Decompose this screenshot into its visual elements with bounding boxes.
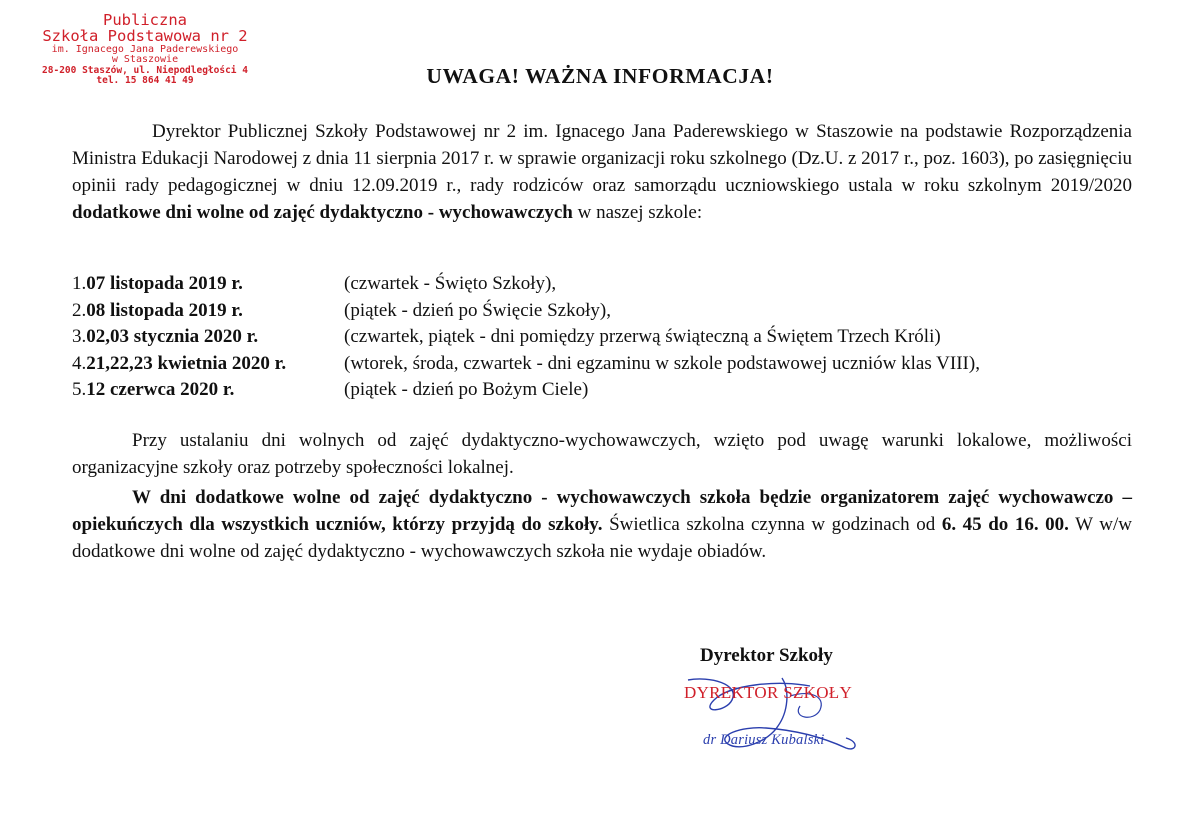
stamp-line: 28-200 Staszów, ul. Niepodległości 4 [42,64,248,76]
item-date: 21,22,23 kwietnia 2020 r. [86,352,287,374]
stamp-line: im. Ignacego Jana Paderewskiego [51,43,239,55]
care-text-2: W w/w dodatkowe dni wolne od zajęć dydaktyczno - wychowawczych szkoła nie wydaje obiadów. [72,514,1133,562]
director-name: dr Dariusz Kubalski [703,732,825,748]
list-item [72,271,980,298]
item-date: 07 listopada 2019 r. [86,273,243,294]
item-number: 3. [72,326,87,347]
item-description: (wtorek, środa, czwartek - dni egzaminu w szkole podstawowej uczniów klas VIII), [344,352,980,374]
care-hours: 6. 45 do 16. 00. [941,514,1069,535]
item-description: (piątek - dzień po Święcie Szkoły), [344,299,611,321]
intro-tail-text: w naszej szkole: [577,202,703,223]
page-title: UWAGA! WAŻNA INFORMACJA! [426,64,774,88]
stamp-line: tel. 15 864 41 49 [96,74,194,86]
item-number: 4. [72,352,87,374]
intro-text: Dyrektor Publicznej Szkoły Podstawowej nr 2 im. Ignacego Jana Paderewskiego w Staszowie na podstawie Rozporządzenia Ministra Edukacji Narodowej z dnia 11 sierpnia 2017 r. w sprawie organizacji roku szkolnego (Dz.U. z 2017 r., poz. 1603), po zasięgnięciu opinii rady pedagogicznej w dniu 12.09.2019 r., rady rodziców oraz samorządu uczniowskiego ustala w roku szkolnym 2019/2020 [72,121,1132,196]
signature-title: Dyrektor Szkoły [700,645,833,666]
care-bold-text: W dni dodatkowe wolne od zajęć dydaktyczno - wychowawczych szkoła będzie organizatorem zajęć wychowawczo – opiekuńczych dla wszystkich uczniów, którzy przyjdą do szkoły. [72,487,1132,535]
conditions-paragraph [72,427,1132,481]
item-number: 2. [72,299,87,321]
item-description: (piątek - dzień po Bożym Ciele) [344,379,589,400]
intro-bold-text: dodatkowe dni wolne od zajęć dydaktyczno - wychowawczych [72,202,573,223]
item-description: (czwartek, piątek - dni pomiędzy przerwą świąteczną a Świętem Trzech Króli) [344,326,941,347]
list-item [72,298,980,325]
care-paragraph [72,484,1132,565]
item-number: 1. [72,273,87,294]
list-item [72,351,980,378]
item-description: (czwartek - Święto Szkoły), [344,273,557,294]
item-date: 12 czerwca 2020 r. [86,379,235,400]
item-date: 08 listopada 2019 r. [86,299,243,321]
stamp-line: Publiczna [103,11,187,29]
intro-paragraph [72,118,1132,226]
stamp-line: Szkoła Podstawowa nr 2 [42,27,248,46]
item-number: 5. [72,379,87,400]
care-text: Świetlica szkolna czynna w godzinach od [609,514,936,535]
list-item [72,324,980,351]
item-date: 02,03 stycznia 2020 r. [86,326,259,347]
list-item [72,377,980,404]
director-stamp: DYREKTOR SZKOŁY [684,683,853,702]
days-off-list [72,271,980,404]
conditions-text: Przy ustalaniu dni wolnych od zajęć dydaktyczno-wychowawczych, wzięto pod uwagę warunki lokalowe, możliwości organizacyjne szkoły oraz potrzeby społeczności lokalnej. [72,430,1132,478]
stamp-line: w Staszowie [111,54,179,66]
